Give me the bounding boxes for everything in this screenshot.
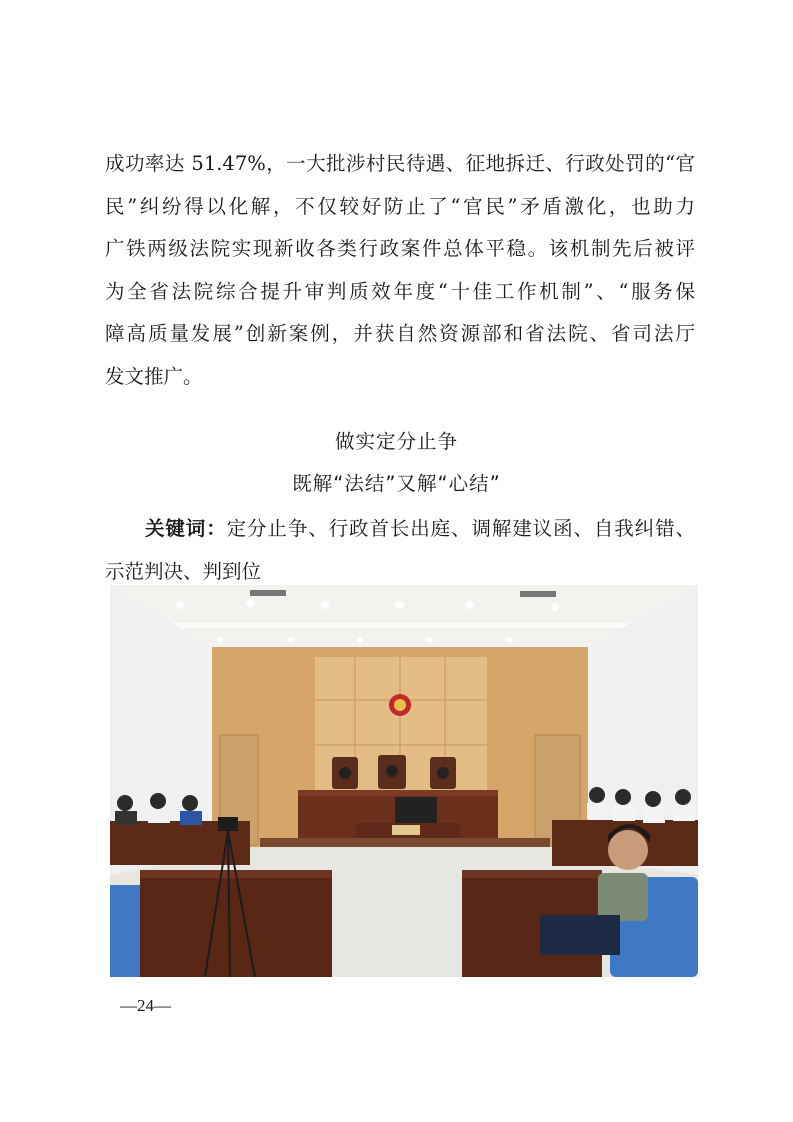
page-number: —24— <box>120 996 171 1015</box>
air-vent <box>250 590 286 596</box>
keywords-label: 关键词： <box>145 517 227 540</box>
emblem-center <box>394 699 406 711</box>
air-vent <box>520 591 556 597</box>
courtroom-photo <box>110 585 698 977</box>
front-left-desk <box>140 875 332 977</box>
keywords-line-2: 示范判决、判到位 <box>105 559 262 583</box>
bench-step <box>260 838 550 848</box>
paragraph-line: 成功率达 51.47%，一大批涉村民待遇、征地拆迁、行政处罚的“官 <box>105 152 695 175</box>
monitor <box>395 797 437 825</box>
clerk-nameplate <box>392 825 420 835</box>
section-title: 做实定分止争 <box>334 430 458 453</box>
courtroom-illustration <box>110 585 698 977</box>
keywords-text: 定分止争、行政首长出庭、调解建议函、自我纠错、 <box>226 517 695 540</box>
front-right-desk-top <box>462 870 602 878</box>
paragraph-line: 发文推广。 <box>105 364 203 388</box>
paragraph-line: 广铁两级法院实现新收各类行政案件总体平稳。该机制先后被评 <box>105 237 695 261</box>
paragraph-line: 障高质量发展”创新案例，并获自然资源部和省法院、省司法厅 <box>105 322 695 346</box>
camera-icon <box>218 817 238 831</box>
left-party-people <box>115 793 202 825</box>
paragraph-line: 为全省法院综合提升审判质效年度“十佳工作机制”、“服务保 <box>105 279 695 303</box>
paragraph-line: 民”纠纷得以化解，不仅较好防止了“官民”矛盾激化，也助力 <box>105 194 695 218</box>
blue-chair-left <box>110 885 140 977</box>
section-subtitle: 既解“法结”又解“心结” <box>292 472 501 495</box>
keywords-line-1 <box>105 508 695 551</box>
keywords-block <box>105 508 695 593</box>
ceiling-light-strip <box>170 623 640 628</box>
body-paragraph <box>105 143 695 399</box>
bench-top <box>298 790 498 796</box>
